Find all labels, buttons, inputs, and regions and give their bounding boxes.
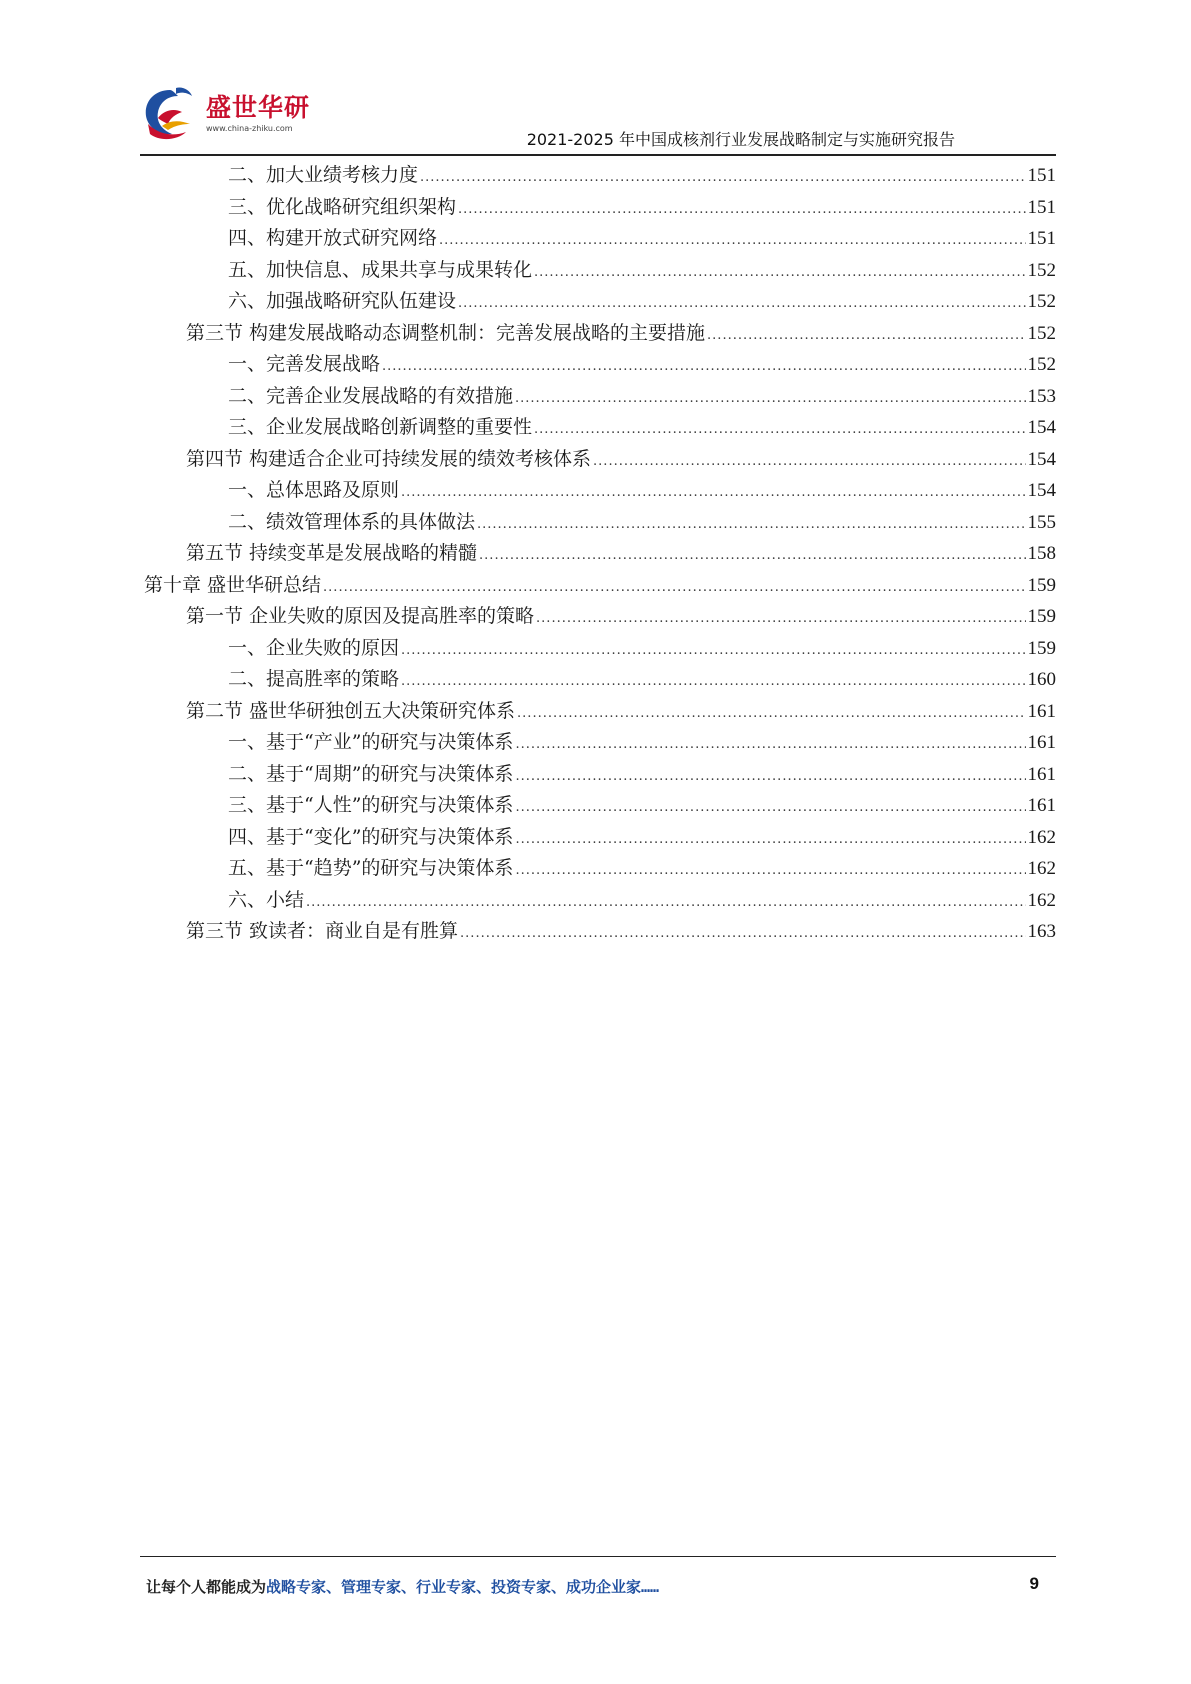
page-number: 9	[1029, 1574, 1039, 1593]
footer-divider	[140, 1556, 1056, 1557]
toc-entry[interactable]	[144, 318, 1056, 350]
toc-entry-title: 六、加强战略研究队伍建设	[228, 290, 457, 312]
toc-entry-title: 第一节 企业失败的原因及提高胜率的策略	[186, 605, 535, 627]
toc-leader-dots	[593, 446, 1025, 478]
toc-leader-dots	[401, 477, 1025, 509]
toc-entry[interactable]	[144, 349, 1056, 381]
toc-entry-title: 一、总体思路及原则	[228, 479, 400, 501]
toc-entry[interactable]	[144, 727, 1056, 759]
toc-entry[interactable]	[144, 192, 1056, 224]
toc-entry-title: 二、基于“周期”的研究与决策体系	[228, 762, 514, 785]
table-of-contents	[144, 160, 1056, 948]
toc-entry[interactable]	[144, 601, 1056, 633]
toc-entry-page: 163	[1027, 921, 1056, 942]
report-title: 2021-2025 年中国成核剂行业发展战略制定与实施研究报告	[526, 130, 955, 149]
toc-entry-page: 162	[1027, 858, 1056, 879]
toc-entry-title: 四、基于“变化”的研究与决策体系	[228, 825, 514, 848]
toc-entry-page: 161	[1027, 763, 1056, 785]
toc-entry[interactable]	[144, 885, 1056, 917]
toc-leader-dots	[458, 194, 1025, 226]
toc-leader-dots	[458, 288, 1025, 320]
toc-entry-title: 一、企业失败的原因	[228, 636, 400, 659]
toc-leader-dots	[515, 383, 1025, 415]
toc-entry-title: 一、基于“产业”的研究与决策体系	[228, 731, 514, 753]
toc-entry-title: 二、提高胜率的策略	[228, 668, 400, 690]
toc-entry-page: 159	[1027, 574, 1056, 596]
toc-leader-dots	[323, 572, 1025, 604]
toc-leader-dots	[534, 414, 1025, 446]
toc-entry[interactable]	[144, 412, 1056, 444]
toc-entry-page: 161	[1027, 732, 1056, 753]
toc-entry-title: 三、企业发展战略创新调整的重要性	[228, 416, 533, 438]
toc-leader-dots	[401, 666, 1025, 698]
footer-slogan-highlight: 战略专家、管理专家、行业专家、投资专家、成功企业家……	[266, 1578, 660, 1596]
toc-leader-dots	[707, 320, 1025, 352]
toc-entry[interactable]	[144, 790, 1056, 822]
toc-entry[interactable]	[144, 255, 1056, 287]
toc-entry-title: 二、加大业绩考核力度	[228, 164, 419, 186]
toc-entry[interactable]	[144, 286, 1056, 318]
toc-leader-dots	[515, 824, 1025, 856]
toc-entry-page: 153	[1027, 385, 1056, 407]
toc-leader-dots	[420, 162, 1025, 194]
toc-entry[interactable]	[144, 475, 1056, 507]
toc-entry[interactable]	[144, 633, 1056, 665]
toc-leader-dots	[460, 918, 1025, 950]
toc-entry-page: 162	[1027, 889, 1056, 911]
toc-entry[interactable]	[144, 759, 1056, 791]
toc-entry-page: 152	[1027, 291, 1056, 312]
toc-entry[interactable]	[144, 507, 1056, 539]
toc-entry-title: 第三节 构建发展战略动态调整机制：完善发展战略的主要措施	[186, 321, 706, 344]
toc-entry-page: 158	[1027, 543, 1056, 564]
toc-entry-page: 161	[1027, 700, 1056, 722]
toc-entry-title: 四、构建开放式研究网络	[228, 227, 438, 249]
toc-entry-page: 161	[1027, 795, 1056, 816]
toc-entry-title: 第二节 盛世华研独创五大决策研究体系	[186, 699, 516, 722]
toc-entry-title: 五、基于“趋势”的研究与决策体系	[228, 857, 514, 879]
page-header	[0, 0, 1191, 160]
toc-entry-page: 152	[1027, 322, 1056, 344]
logo-name: 盛世华研	[206, 93, 311, 122]
toc-entry-page: 162	[1027, 826, 1056, 848]
toc-entry-page: 151	[1027, 196, 1056, 218]
toc-entry-page: 154	[1027, 448, 1056, 470]
toc-leader-dots	[479, 540, 1025, 572]
toc-leader-dots	[382, 351, 1025, 383]
toc-entry-title: 第十章 盛世华研总结	[144, 573, 322, 596]
toc-entry-title: 一、完善发展战略	[228, 353, 381, 375]
toc-leader-dots	[534, 257, 1025, 289]
logo-url: www.china-zhiku.com	[206, 124, 293, 133]
toc-entry[interactable]	[144, 822, 1056, 854]
toc-entry[interactable]	[144, 538, 1056, 570]
toc-entry-title: 六、小结	[228, 888, 305, 911]
company-logo	[140, 84, 310, 148]
toc-leader-dots	[517, 698, 1025, 730]
toc-entry-page: 159	[1027, 637, 1056, 659]
toc-entry[interactable]	[144, 444, 1056, 476]
toc-entry-title: 二、完善企业发展战略的有效措施	[228, 384, 514, 407]
toc-leader-dots	[515, 855, 1025, 887]
toc-entry-title: 第三节 致读者：商业自是有胜算	[186, 920, 459, 942]
toc-entry-page: 160	[1027, 669, 1056, 690]
toc-leader-dots	[401, 635, 1025, 667]
toc-entry[interactable]	[144, 160, 1056, 192]
toc-entry-page: 154	[1027, 480, 1056, 501]
toc-entry[interactable]	[144, 664, 1056, 696]
toc-leader-dots	[515, 729, 1025, 761]
toc-entry-page: 151	[1027, 228, 1056, 249]
toc-entry[interactable]	[144, 696, 1056, 728]
toc-entry[interactable]	[144, 916, 1056, 948]
header-divider	[140, 154, 1056, 156]
toc-entry-page: 154	[1027, 417, 1056, 438]
toc-leader-dots	[536, 603, 1025, 635]
footer-slogan	[146, 1576, 659, 1597]
toc-entry[interactable]	[144, 570, 1056, 602]
toc-entry-title: 五、加快信息、成果共享与成果转化	[228, 258, 533, 281]
toc-leader-dots	[306, 887, 1025, 919]
toc-leader-dots	[439, 225, 1025, 257]
toc-entry[interactable]	[144, 381, 1056, 413]
toc-leader-dots	[477, 509, 1025, 541]
toc-entry-page: 155	[1027, 511, 1056, 533]
toc-entry-title: 三、优化战略研究组织架构	[228, 195, 457, 218]
toc-entry-title: 三、基于“人性”的研究与决策体系	[228, 794, 514, 816]
toc-entry-page: 152	[1027, 259, 1056, 281]
toc-entry[interactable]	[144, 223, 1056, 255]
logo-emblem-icon	[140, 84, 202, 144]
toc-entry-page: 151	[1027, 165, 1056, 186]
toc-entry-title: 二、绩效管理体系的具体做法	[228, 510, 476, 533]
footer-slogan-prefix: 让每个人都能成为	[146, 1578, 267, 1596]
toc-entry[interactable]	[144, 853, 1056, 885]
toc-entry-page: 152	[1027, 354, 1056, 375]
toc-entry-title: 第五节 持续变革是发展战略的精髓	[186, 542, 478, 564]
toc-leader-dots	[515, 792, 1025, 824]
toc-entry-page: 159	[1027, 606, 1056, 627]
toc-entry-title: 第四节 构建适合企业可持续发展的绩效考核体系	[186, 447, 592, 470]
toc-leader-dots	[515, 761, 1025, 793]
